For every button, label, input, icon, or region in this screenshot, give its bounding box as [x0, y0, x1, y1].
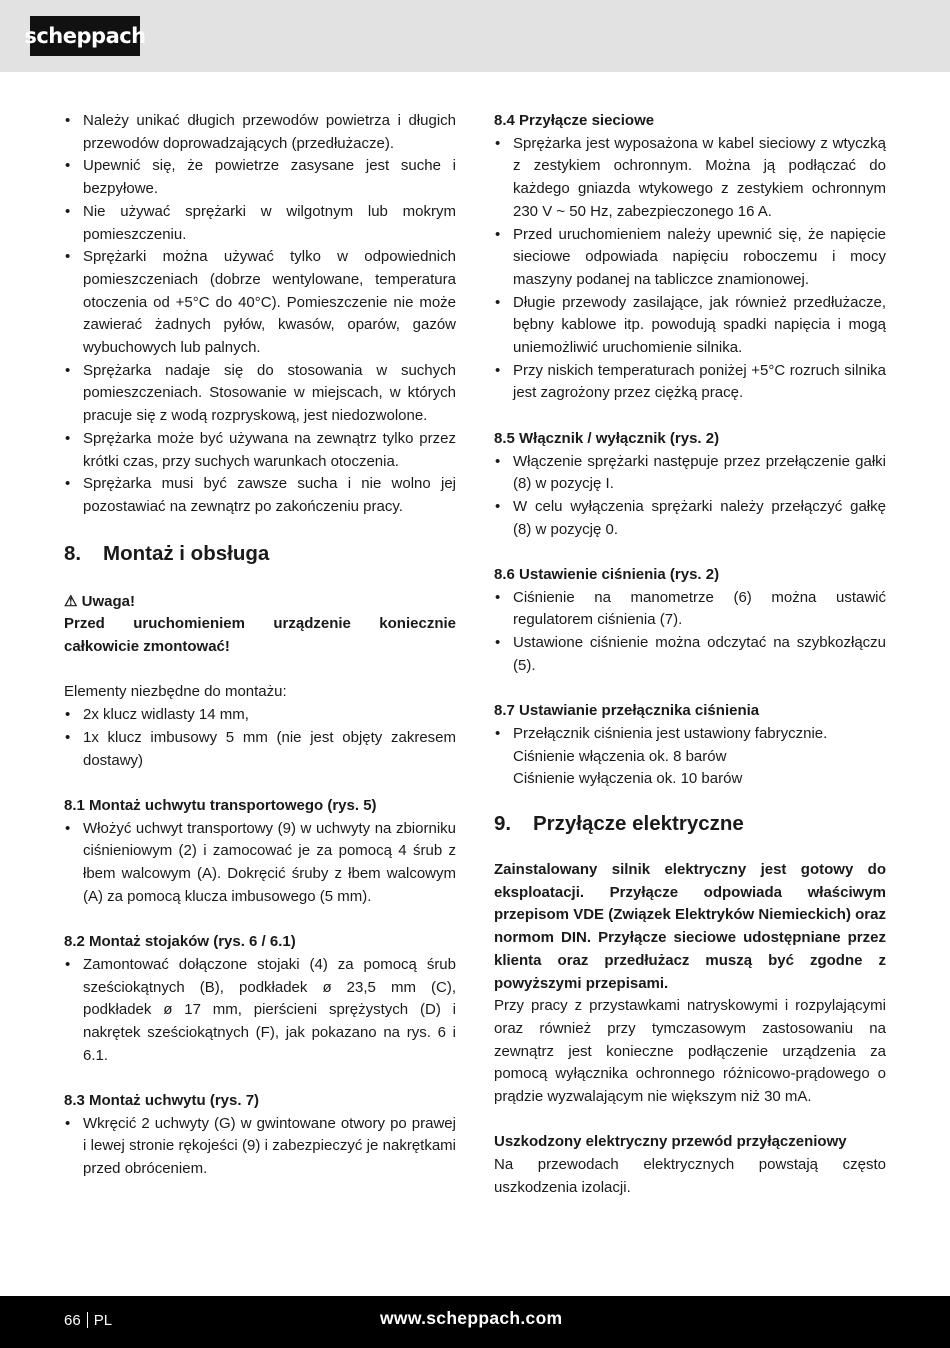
scheppach-logo: scheppach — [30, 16, 140, 56]
connection-statement: Zainstalowany silnik elektryczny jest gotowy do eksploatacji. Przyłącze odpowiada właściwym przepisom VDE (Związek Elektryków Niemieckich) oraz normom DIN. Przyłącze sieciowe udostępniane przez klienta oraz przedłużacz muszą być zgodne z powyższymi przepisami. — [494, 861, 886, 992]
section-8-1-list — [64, 818, 456, 909]
language-code: PL — [93, 1312, 113, 1329]
list-item: • Nie używać sprężarki w wilgotnym lub mokrym pomieszczeniu. — [64, 201, 456, 246]
list-item: • Zamontować dołączone stojaki (4) za pomocą śrub sześciokątnych (B), podkładek ø 23,5 mm (C), podkładek ø 17 mm, pierścieni sprężystych (D) i nakrętek sześciokątnych (F), jak pokazano na rys. 6 i 6.1. — [64, 954, 456, 1068]
warning-title: ⚠ Uwaga! — [64, 592, 135, 610]
list-item: • Przed uruchomieniem należy upewnić się, że napięcie sieciowe odpowiada napięciu roboczemu i mocy maszyny podanej na tabliczce znamionowej. — [494, 224, 886, 292]
damaged-cable-text: Na przewodach elektrycznych powstają często uszkodzenia izolacji. — [494, 1156, 886, 1196]
section-8-5-list — [494, 451, 886, 542]
damaged-cable-title: Uszkodzony elektryczny przewód przyłączeniowy — [494, 1133, 847, 1151]
header-bar — [0, 0, 950, 72]
section-8-3-title: 8.3 Montaż uchwytu (rys. 7) — [64, 1092, 260, 1110]
section-8-5-title: 8.5 Włącznik / wyłącznik (rys. 2) — [494, 429, 720, 447]
list-item: • 1x klucz imbusowy 5 mm (nie jest objęty zakresem dostawy) — [64, 727, 456, 772]
chapter-8-heading — [64, 541, 456, 567]
switch-off-pressure: Ciśnienie wyłączenia ok. 10 barów — [513, 770, 743, 788]
list-item: • W celu wyłączenia sprężarki należy przełączyć gałkę (8) w pozycję 0. — [494, 496, 886, 541]
list-item: • Upewnić się, że powietrze zasysane jest suche i bezpyłowe. — [64, 155, 456, 200]
list-item: • Ustawione ciśnienie można odczytać na szybkozłączu (5). — [494, 632, 886, 677]
elements-list — [64, 704, 456, 772]
rcd-paragraph: Przy pracy z przystawkami natryskowymi i rozpylającymi oraz również przy tymczasowym zastosowaniu na zewnątrz jest konieczne podłączenie urządzenia za pomocą wyłącznika ochronnego różnicowo-prądowego o prądzie wyzwalającym nie większym niż 30 mA. — [494, 997, 886, 1106]
list-item: • Ciśnienie na manometrze (6) można ustawić regulatorem ciśnienia (7). — [494, 587, 886, 632]
section-8-3-list — [64, 1113, 456, 1181]
section-8-6-title: 8.6 Ustawienie ciśnienia (rys. 2) — [494, 566, 720, 584]
list-item: • Włożyć uchwyt transportowy (9) w uchwyty na zbiorniku ciśnieniowym (2) i zamocować je za pomocą 4 śrub z łbem walcowym (A). Dokręcić śruby z łbem walcowym (A) za pomocą klucza imbusowego (5 mm). — [64, 818, 456, 909]
list-item: • Sprężarka jest wyposażona w kabel sieciowy z wtyczką z zestykiem ochronnym. Można ją podłączać do każdego gniazda wtykowego z zestykiem ochronnym 230 V ~ 50 Hz, zabezpieczonego 16 A. — [494, 133, 886, 224]
list-item: • Wkręcić 2 uchwyty (G) w gwintowane otwory po prawej i lewej stronie rękojeści (9) i zabezpieczyć je nakrętkami przed obróceniem. — [64, 1113, 456, 1181]
switch-on-pressure: Ciśnienie włączenia ok. 8 barów — [513, 747, 727, 765]
section-8-6-list — [494, 587, 886, 678]
footer-bar — [0, 1296, 950, 1348]
section-8-7-title: 8.7 Ustawianie przełącznika ciśnienia — [494, 702, 760, 720]
list-item: • Włączenie sprężarki następuje przez przełączenie gałki (8) w pozycję I. — [494, 451, 886, 496]
list-item: • Należy unikać długich przewodów powietrza i długich przewodów doprowadzających (przedłużacze). — [64, 110, 456, 155]
elements-intro: Elementy niezbędne do montażu: — [64, 683, 287, 701]
chapter-number: 8. — [64, 541, 82, 565]
list-item: • Przy niskich temperaturach poniżej +5°C rozruch silnika jest zagrożony przez ciężką pracę. — [494, 360, 886, 405]
page-number — [64, 1312, 112, 1329]
list-item: • Sprężarki można używać tylko w odpowiednich pomieszczeniach (dobrze wentylowane, temperatura otoczenia od +5°C do 40°C). Pomieszczenie nie może zawierać żadnych pyłów, kwasów, oparów, gazów wybuchowych lub palnych. — [64, 246, 456, 360]
chapter-title: Przyłącze elektryczne — [533, 812, 744, 836]
chapter-title: Montaż i obsługa — [103, 541, 270, 565]
section-8-7-list — [494, 723, 886, 746]
website-link[interactable]: www.scheppach.com — [380, 1308, 563, 1328]
left-column — [64, 110, 456, 1181]
section-8-2-list — [64, 954, 456, 1068]
section-8-2-title: 8.2 Montaż stojaków (rys. 6 / 6.1) — [64, 933, 296, 951]
right-column — [494, 110, 886, 1200]
page-number-value: 66 — [64, 1312, 81, 1329]
list-item: • Przełącznik ciśnienia jest ustawiony fabrycznie. — [494, 723, 886, 746]
list-item: • Sprężarka nadaje się do stosowania w suchych pomieszczeniach. Stosowanie w miejscach, w których pracuje się z wodą rozpryskową, jest niedozwolone. — [64, 360, 456, 428]
list-item: • Sprężarka może być używana na zewnątrz tylko przez krótki czas, przy suchych warunkach otoczenia. — [64, 428, 456, 473]
list-item: • Długie przewody zasilające, jak również przedłużacze, bębny kablowe itp. powodują spadki napięcia i mogą uniemożliwić uruchomienie silnika. — [494, 292, 886, 360]
section-8-1-title: 8.1 Montaż uchwytu transportowego (rys. 5) — [64, 796, 377, 814]
chapter-9-heading — [494, 811, 886, 837]
list-item: • 2x klucz widlasty 14 mm, — [64, 704, 456, 727]
safety-list — [64, 110, 456, 519]
chapter-number: 9. — [494, 812, 512, 836]
warning-text: Przed uruchomieniem urządzenie koniecznie całkowicie zmontować! — [64, 615, 456, 656]
section-8-4-title: 8.4 Przyłącze sieciowe — [494, 112, 655, 129]
list-item: • Sprężarka musi być zawsze sucha i nie wolno jej pozostawiać na zewnątrz po zakończeniu pracy. — [64, 473, 456, 518]
divider — [87, 1312, 88, 1328]
section-8-4-list — [494, 133, 886, 405]
